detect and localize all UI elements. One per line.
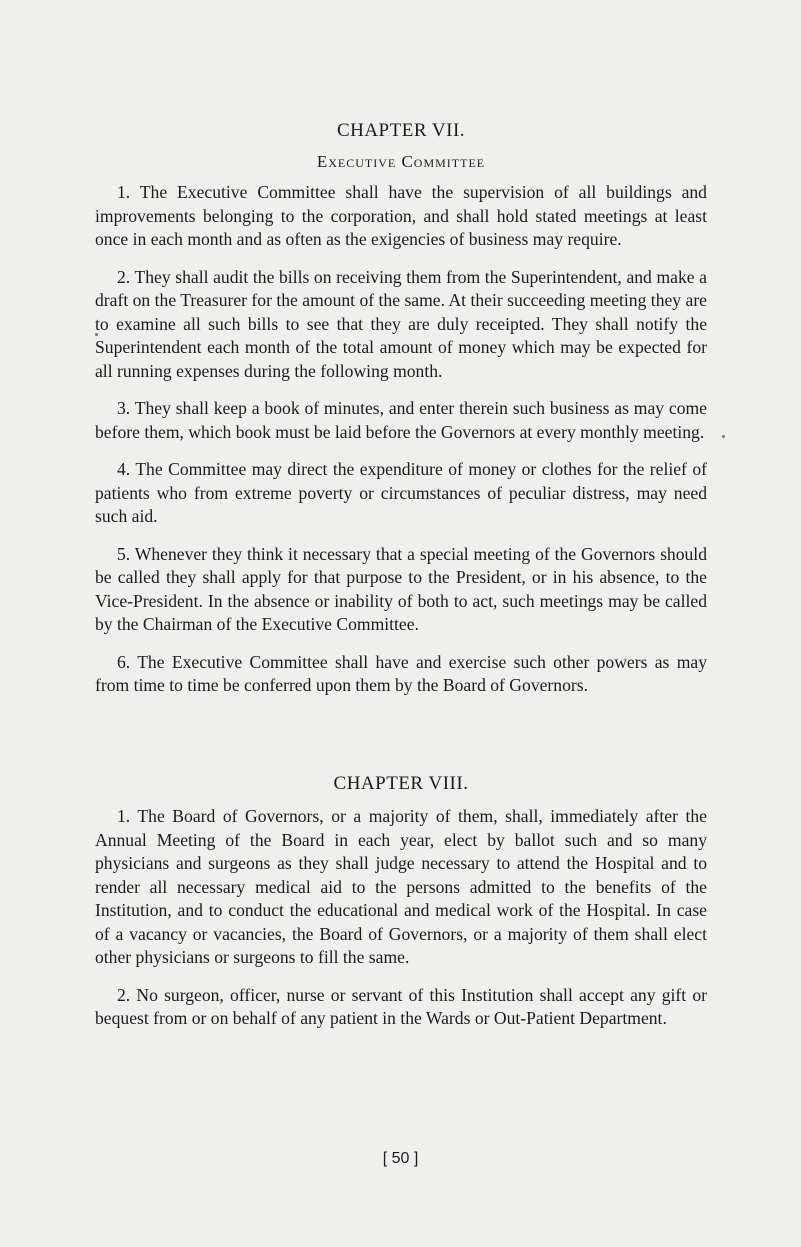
print-speck <box>95 333 98 336</box>
ch7-paragraph-2: 2. They shall audit the bills on receiving them from the Superintendent, and make a draft on the Treasurer for the amount of the same. At their succeeding meeting they are to examine all such bills to see that they are duly receipted. They shall notify the Superintendent each month of the total amount of money which may be expected for all running expenses during the following month. <box>95 266 707 381</box>
print-speck <box>722 435 725 438</box>
ch8-paragraph-1: 1. The Board of Governors, or a majority of them, shall, immediately after the Annual Meeting of the Board in each year, elect by ballot such and so many physicians and surgeons as they shall judge necessary to attend the Hospital and to render all necessary medical aid to the persons admitted to the benefits of the Institution, and to conduct the educational and medical work of the Hospital. In case of a vacancy or vacancies, the Board of Governors, or a majority of them shall elect other physicians or surgeons to fill the same. <box>95 806 707 967</box>
ch7-paragraph-3: 3. They shall keep a book of minutes, and enter therein such business as may come before them, which book must be laid before the Governors at every monthly meeting. <box>95 398 707 442</box>
ch7-paragraph-4: 4. The Committee may direct the expenditure of money or clothes for the relief of patients who from extreme poverty or circumstances of peculiar distress, may need such aid. <box>95 459 707 526</box>
chapter-vii-section <box>95 120 707 698</box>
page-number: [ 50 ] <box>382 1150 419 1167</box>
ch7-paragraph-6: 6. The Executive Committee shall have and exercise such other powers as may from time to time be conferred upon them by the Board of Governors. <box>95 651 707 695</box>
ch7-paragraph-5: 5. Whenever they think it necessary that a special meeting of the Governors should be called they shall apply for that purpose to the President, or in his absence, to the Vice-President. In the absence or inability of both to act, such meetings may be called by the Chairman of the Executive Committee. <box>95 543 707 634</box>
ch8-paragraph-2: 2. No surgeon, officer, nurse or servant of this Institution shall accept any gift or bequest from or on behalf of any patient in the Wards or Out-Patient Department. <box>95 984 707 1028</box>
chapter-viii-section <box>95 773 707 1031</box>
chapter-viii-title: CHAPTER VIII. <box>333 773 469 794</box>
ch7-paragraph-1: 1. The Executive Committee shall have the supervision of all buildings and improvements belonging to the corporation, and shall hold stated meetings at least once in each month and as often as the exigencies of business may require. <box>95 182 707 249</box>
executive-committee-heading: Executive Committee <box>316 152 486 171</box>
chapter-vii-title: CHAPTER VII. <box>336 120 466 141</box>
